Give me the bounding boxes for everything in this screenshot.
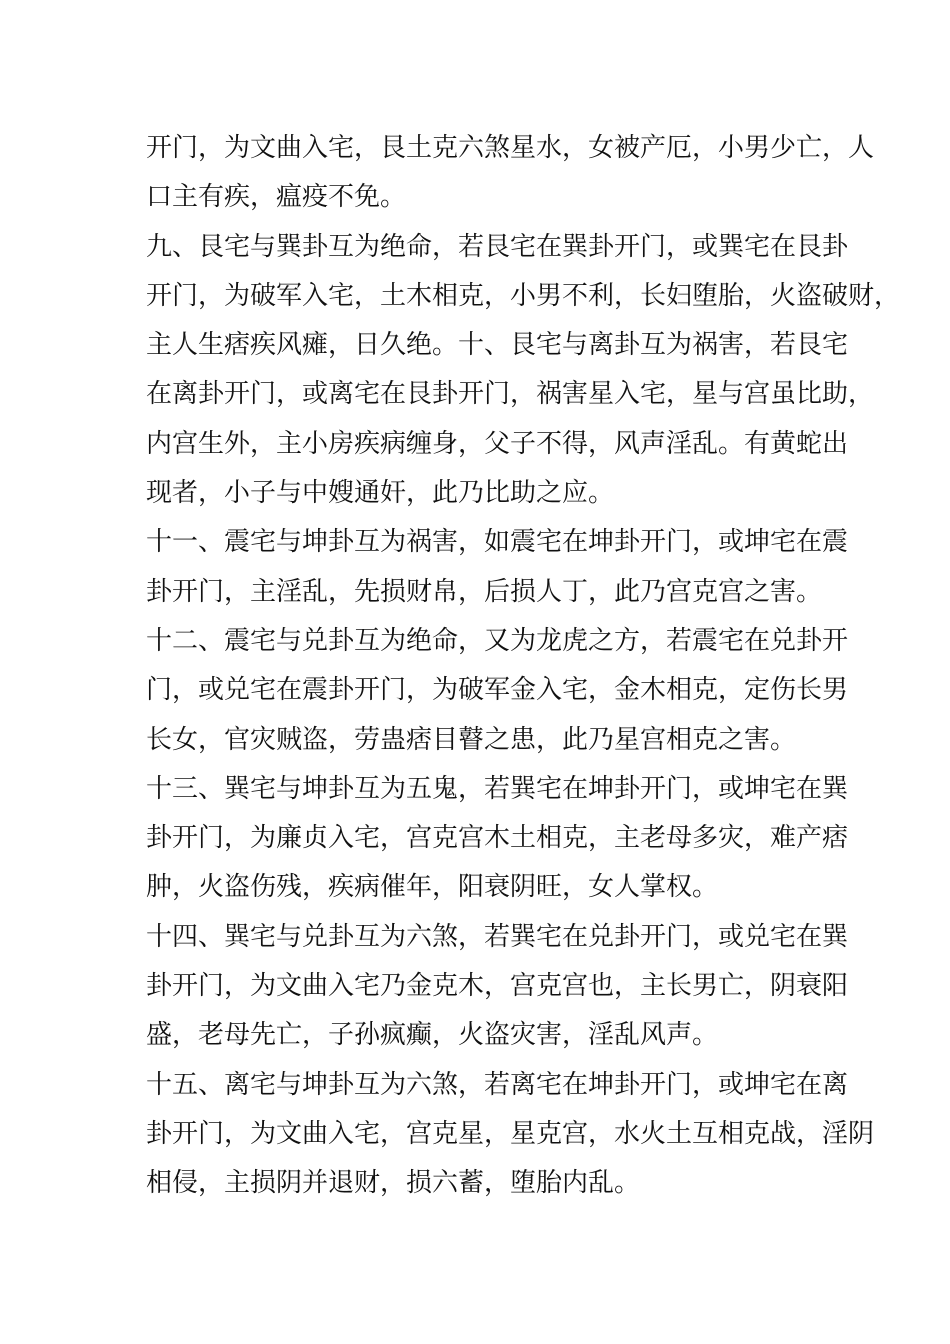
text-line: 肿，火盗伤残，疾病催年，阳衰阴旺，女人掌权。	[146, 872, 719, 903]
text-line: 内宫生外，主小房疾病缠身，父子不得，风声淫乱。有黄蛇出	[146, 428, 849, 459]
text-line: 主人生痞疾风瘫，日久绝。十、艮宅与离卦互为祸害，若艮宅	[146, 330, 849, 361]
document-body	[146, 124, 901, 1209]
text-line: 现者，小子与中嫂通奸，此乃比助之应。	[146, 478, 615, 509]
text-line: 开门，为文曲入宅，艮土克六煞星水，女被产厄，小男少亡，人	[146, 133, 875, 163]
text-line: 十二、震宅与兑卦互为绝命，又为龙虎之方，若震宅在兑卦开	[146, 625, 849, 656]
text-line: 相侵，主损阴并退财，损六蓄，堕胎内乱。	[146, 1168, 641, 1199]
text-line: 卦开门，主淫乱，先损财帛，后损人丁，此乃宫克宫之害。	[146, 576, 823, 607]
text-line: 卦开门，为文曲入宅乃金克木，宫克宫也，主长男亡，阴衰阳	[146, 971, 849, 1002]
text-line: 十五、离宅与坤卦互为六煞，若离宅在坤卦开门，或坤宅在离	[146, 1069, 849, 1100]
text-line: 九、艮宅与巽卦互为绝命，若艮宅在巽卦开门，或巽宅在艮卦	[146, 231, 849, 262]
text-line: 卦开门，为廉贞入宅，宫克宫木土相克，主老母多灾，难产痞	[146, 823, 849, 854]
text-line: 卦开门，为文曲入宅，宫克星，星克宫，水火土互相克战，淫阴	[146, 1118, 875, 1149]
text-line: 开门，为破军入宅，土木相克，小男不利，长妇堕胎，火盗破财，	[146, 280, 901, 311]
text-line: 十三、巽宅与坤卦互为五鬼，若巽宅在坤卦开门，或坤宅在巽	[146, 773, 849, 804]
text-line: 门，或兑宅在震卦开门，为破军金入宅，金木相克，定伤长男	[146, 675, 849, 706]
text-line: 盛，老母先亡，子孙疯癫，火盗灾害，淫乱风声。	[146, 1020, 719, 1051]
text-line: 十一、震宅与坤卦互为祸害，如震宅在坤卦开门，或坤宅在震	[146, 527, 849, 558]
text-line: 十四、巽宅与兑卦互为六煞，若巽宅在兑卦开门，或兑宅在巽	[146, 921, 849, 952]
text-line: 长女，官灾贼盗，劳蛊痞目瞽之患，此乃星宫相克之害。	[146, 724, 797, 755]
text-line: 口主有疾，瘟疫不免。	[146, 182, 407, 213]
text-line: 在离卦开门，或离宅在艮卦开门，祸害星入宅，星与宫虽比助，	[146, 379, 875, 410]
